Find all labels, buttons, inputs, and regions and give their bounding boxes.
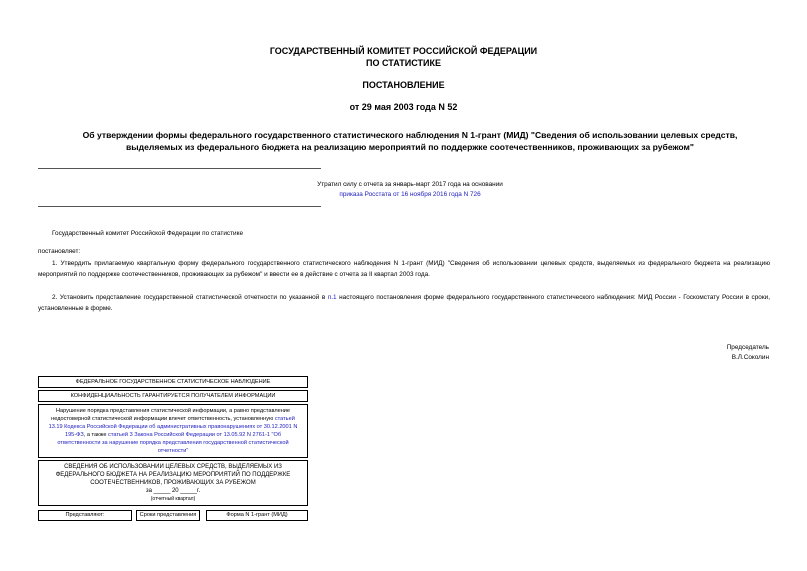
report-title-line2: ФЕДЕРАЛЬНОГО БЮДЖЕТА НА РЕАЛИЗАЦИЮ МЕРОПРИЯТИЙ ПО ПОДДЕРЖКЕ xyxy=(55,472,291,478)
doc-type: ПОСТАНОВЛЕНИЕ xyxy=(362,80,445,90)
separator-top xyxy=(38,168,321,169)
paragraph-2-text-b: настоящего постановления форме федерального государственного статистического наблюдения: МИД России - Госкомстату России в сроки, установленные в форме. xyxy=(38,294,770,312)
report-period: за _____ 20 _____г. xyxy=(145,488,201,494)
doc-title-line2: выделяемых из федерального бюджета на реализацию мероприятий по поддержке соотечественников, проживающих за рубежом" xyxy=(126,142,694,152)
form-violation-box xyxy=(38,404,308,458)
signature-name: В.Л.Соколин xyxy=(731,354,769,361)
paragraph-1: 1. Утвердить прилагаемую квартальную форму федерального государственного статистического наблюдения N 1-грант (МИД) "Сведения об использовании целевых средств, выделяемых из федерального бюджета на реализацию мероприятий по поддержке соотечественников, проживающих за рубежом" и ввести ее в действие с отчета за II квартал 2003 года. xyxy=(38,260,770,278)
org-name-line2: ПО СТАТИСТИКЕ xyxy=(366,58,441,68)
status-note-link[interactable]: приказа Росстата от 16 ноября 2016 года N 726 xyxy=(339,191,481,198)
date-number: от 29 мая 2003 года N 52 xyxy=(349,102,458,112)
form-row-confidential: КОНФИДЕНЦИАЛЬНОСТЬ ГАРАНТИРУЕТСЯ ПОЛУЧАТЕЛЕМ ИНФОРМАЦИИ xyxy=(38,390,308,402)
resolves: постановляет: xyxy=(38,248,81,255)
doc-title-line1: Об утверждении формы федерального государственного статистического наблюдения N 1-грант (МИД) "Сведения об использовании целевых средств, xyxy=(82,130,738,140)
violation-link-law[interactable]: статьей 3 Закона Российской Федерации от 13.05.92 N 2761-1 "Об ответственности за нарушение порядка представления государственной статистической отчетности" xyxy=(57,432,289,454)
violation-text-b: , а также xyxy=(83,432,109,438)
report-title-line1: СВЕДЕНИЯ ОБ ИСПОЛЬЗОВАНИИ ЦЕЛЕВЫХ СРЕДСТВ, ВЫДЕЛЯЕМЫХ ИЗ xyxy=(64,464,282,470)
form-footer-presenters: Представляют: xyxy=(38,510,132,521)
form-footer-deadlines: Сроки представления xyxy=(136,510,200,521)
signature xyxy=(727,343,769,363)
paragraph-2 xyxy=(38,293,770,314)
org-name-line1: ГОСУДАРСТВЕННЫЙ КОМИТЕТ РОССИЙСКОЙ ФЕДЕРАЦИИ xyxy=(269,46,538,56)
report-period-note: (отчетный квартал) xyxy=(150,496,196,502)
signature-position: Председатель xyxy=(726,344,769,351)
separator-bottom xyxy=(38,206,321,207)
paragraph-2-text-a: 2. Установить представление государственной статистической отчетности по указанной в xyxy=(52,294,328,301)
status-note xyxy=(260,180,560,200)
issuer: Государственный комитет Российской Федерации по статистике xyxy=(52,230,244,237)
form-row-federal: ФЕДЕРАЛЬНОЕ ГОСУДАРСТВЕННОЕ СТАТИСТИЧЕСКОЕ НАБЛЮДЕНИЕ xyxy=(38,376,308,388)
report-title-line3: СООТЕЧЕСТВЕННИКОВ, ПРОЖИВАЮЩИХ ЗА РУБЕЖОМ xyxy=(90,480,256,486)
status-note-text: Утратил силу с отчета за январь-март 2017 года на основании xyxy=(317,181,503,188)
violation-link-koap[interactable]: статьей 13.19 Кодекса Российской Федерации об административных правонарушениях от 30.12.2001 N 195-ФЗ xyxy=(48,416,298,438)
doc-title xyxy=(60,129,760,153)
paragraph-2-link[interactable]: п.1 xyxy=(327,294,337,301)
violation-text-a: Нарушение порядка представления статистической информации, а равно представление недостоверной статистической информации влечет ответственность, установленную xyxy=(51,408,291,422)
form-footer-form-number: Форма N 1-грант (МИД) xyxy=(206,510,308,521)
form-report-title xyxy=(38,460,308,506)
